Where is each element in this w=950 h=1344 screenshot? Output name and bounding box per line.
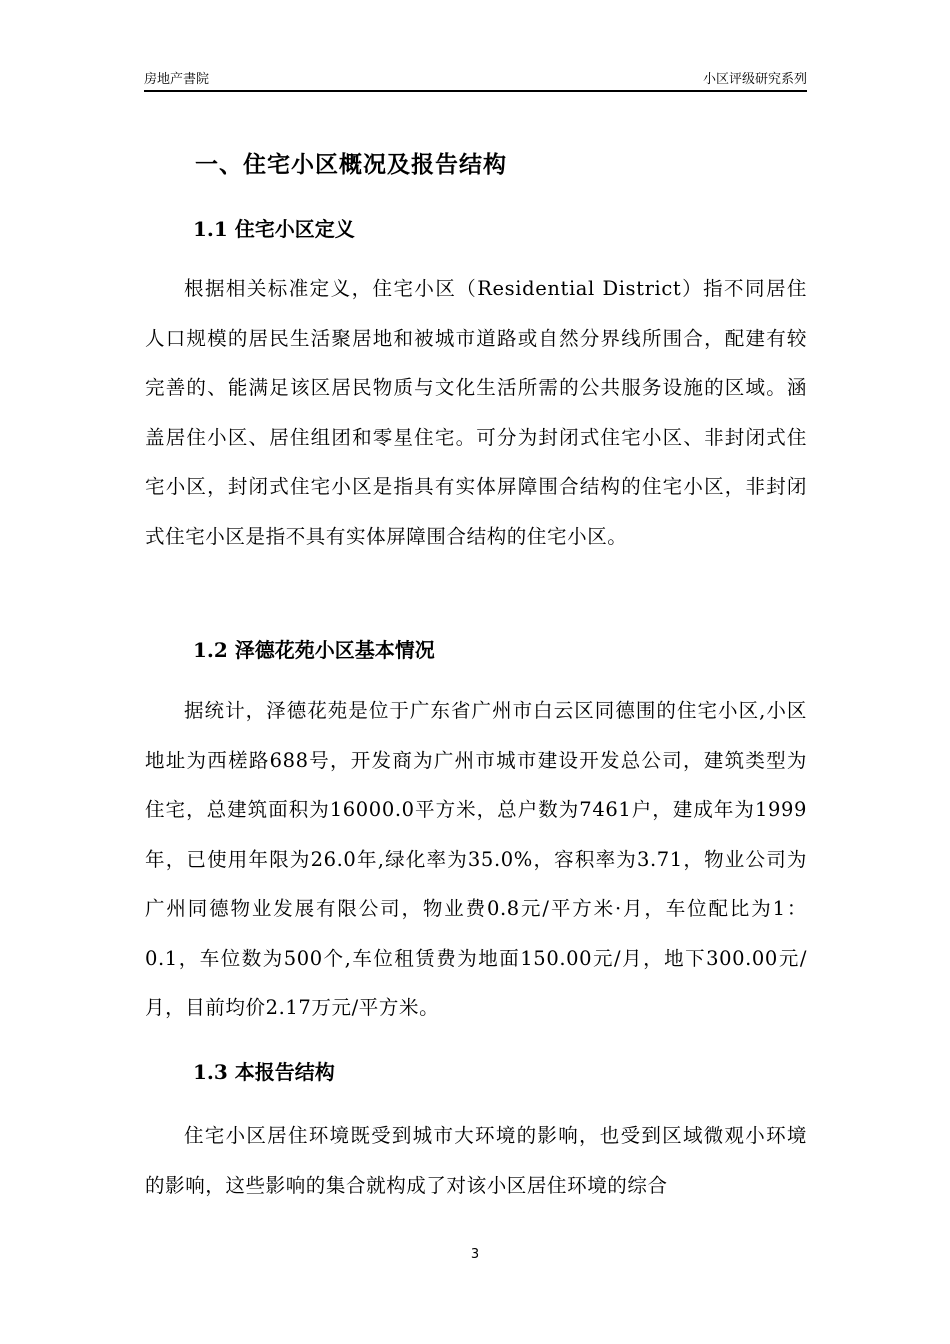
subsection-title-1-2: 1.2 泽德花苑小区基本情况 [193, 638, 435, 662]
page-header [144, 66, 807, 92]
header-publisher: 房地产書院 [144, 72, 210, 87]
subsection-title-1-3: 1.3 本报告结构 [193, 1060, 335, 1084]
header-series-title: 小区评级研究系列 [702, 72, 807, 87]
paragraph-basic-info: 据统计，泽德花苑是位于广东省广州市白云区同德围的住宅小区,小区地址为西槎路688号，开发商为广州市城市建设开发总公司，建筑类型为住宅，总建筑面积为16000.0平方米，总户数为7461户，建成年为1999年，已使用年限为26.0年,绿化率为35.0%，容积率为3.71，物业公司为广州同德物业发展有限公司，物业费0.8元/平方米·月，车位配比为1：0.1，车位数为500个,车位租赁费为地面150.00元/月，地下300.00元/月，目前均价2.17万元/平方米。 [145, 699, 807, 1019]
paragraph-definition: 根据相关标准定义，住宅小区（Residential District）指不同居住人口规模的居民生活聚居地和被城市道路或自然分界线所围合，配建有较完善的、能满足该区居民物质与文化生活所需的公共服务设施的区域。涵盖居住小区、居住组团和零星住宅。可分为封闭式住宅小区、非封闭式住宅小区，封闭式住宅小区是指具有实体屏障围合结构的住宅小区，非封闭式住宅小区是指不具有实体屏障围合结构的住宅小区。 [145, 277, 807, 548]
section-title: 一、住宅小区概况及报告结构 [195, 151, 507, 178]
paragraph-report-structure: 住宅小区居住环境既受到城市大环境的影响，也受到区域微观小环境的影响，这些影响的集合就构成了对该小区居住环境的综合 [145, 1124, 807, 1197]
subsection-title-1-1: 1.1 住宅小区定义 [193, 217, 355, 241]
page-number: 3 [470, 1247, 480, 1262]
